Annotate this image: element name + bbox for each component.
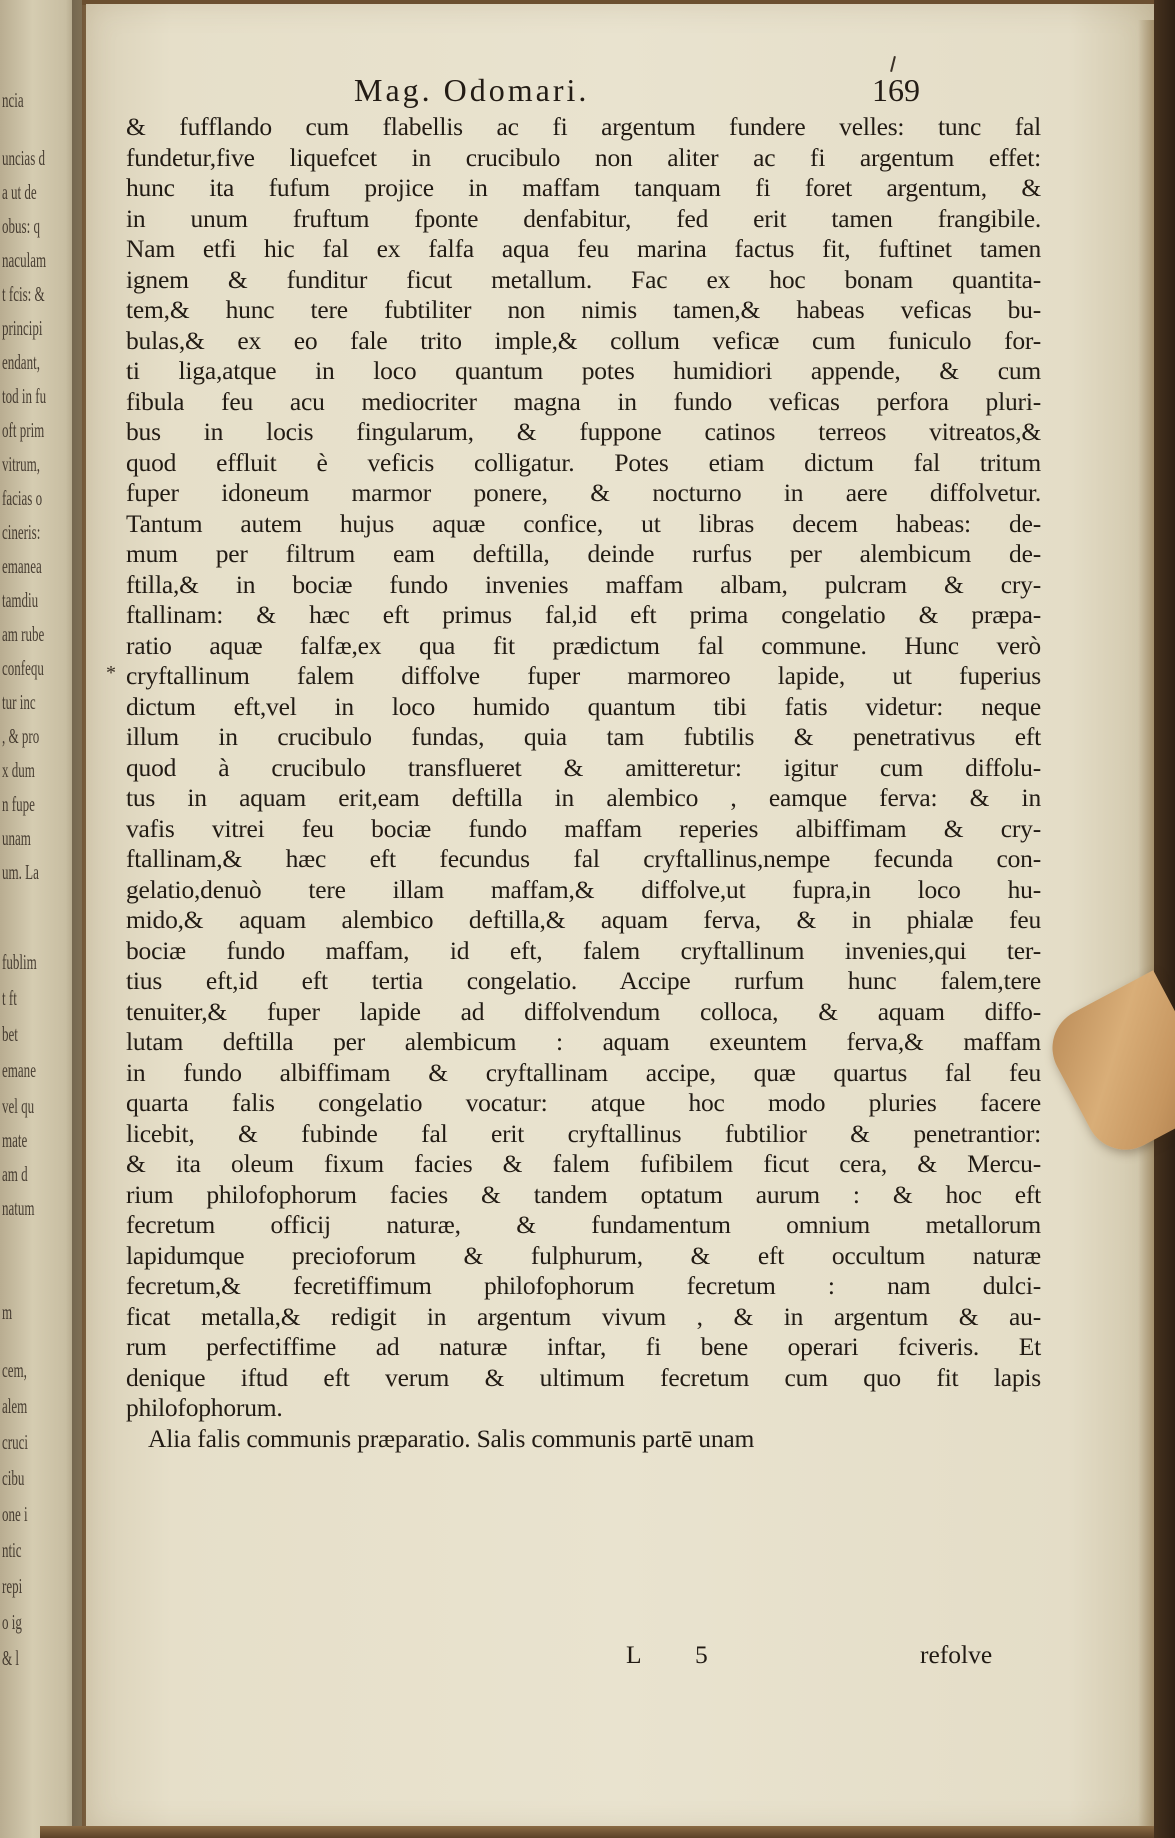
facing-page-fragment: mate — [2, 1128, 28, 1152]
text-line: bulas,& ex eo fale trito imple,& collum veficæ cum funiculo for- — [126, 325, 1041, 355]
text-line: ratio aquæ falfæ,ex qua fit prædictum fal commune. Hunc verò — [126, 630, 1041, 660]
facing-page-fragment: x dum — [2, 758, 35, 782]
text-line: tius eft,id eft tertia congelatio. Accipe rurfum hunc falem,tere — [126, 966, 1041, 995]
text-line: rum perfectiffime ad naturæ inftar, fi bene operari fciveris. Et — [126, 1332, 1041, 1361]
page-footer — [86, 1640, 1154, 1676]
body-text — [126, 112, 1041, 1454]
facing-page-edge — [0, 0, 82, 1838]
facing-page-fragment: natum — [2, 1196, 35, 1220]
facing-page-fragment: a ut de — [2, 180, 37, 204]
text-line: fecretum,& fecretiffimum philofophorum fecretum : nam dulci- — [126, 1271, 1041, 1300]
facing-page-fragment: one i — [2, 1502, 28, 1526]
running-title: Mag. Odomari. — [354, 72, 590, 108]
facing-page-fragment: cruci — [2, 1430, 29, 1454]
text-line: tem,& hunc tere fubtiliter non nimis tamen,& habeas veficas bu- — [126, 295, 1041, 324]
text-line: denique iftud eft verum & ultimum fecretum cum quo fit lapis — [126, 1362, 1041, 1392]
page-fore-edge — [1138, 20, 1154, 1826]
facing-page-fragment: obus: q — [2, 214, 40, 238]
facing-page-fragment: um. La — [2, 860, 39, 884]
facing-page-fragment: repi — [2, 1574, 23, 1598]
text-line: ignem & funditur ficut metallum. Fac ex hoc bonam quantita- — [126, 264, 1041, 294]
facing-page-fragment: vitrum, — [2, 452, 40, 476]
facing-page-fragment: am d — [2, 1162, 28, 1186]
facing-page-fragment: emane — [2, 1058, 36, 1082]
text-line: ftallinam,& hæc eft fecundus fal cryftallinus,nempe fecunda con- — [126, 844, 1041, 873]
facing-page-fragment: t ft — [2, 986, 17, 1010]
text-line: Tantum autem hujus aquæ confice, ut libras decem habeas: de- — [126, 508, 1041, 538]
text-line: fuper idoneum marmor ponere, & nocturno in aere diffolvetur. — [126, 478, 1041, 507]
pen-tick-mark — [890, 56, 896, 72]
signature-mark: L 5 — [626, 1640, 732, 1669]
facing-page-fragment: cineris: — [2, 520, 41, 544]
facing-page-fragment: vel qu — [2, 1094, 35, 1118]
text-line: fundetur,five liquefcet in crucibulo non aliter ac fi argentum effet: — [126, 142, 1041, 172]
text-line: quarta falis congelatio vocatur: atque hoc modo pluries facere — [126, 1088, 1041, 1117]
facing-page-fragment: endant, — [2, 350, 40, 374]
facing-page-fragment: cem, — [2, 1358, 27, 1382]
text-line: fibula feu acu mediocriter magna in fundo veficas perfora pluri- — [126, 386, 1041, 416]
facing-page-fragment: confequ — [2, 656, 44, 680]
facing-page-fragment: alem — [2, 1394, 28, 1418]
catchword: refolve — [920, 1640, 993, 1669]
text-line: & ita oleum fixum facies & falem fufibilem ficut cera, & Mercu- — [126, 1149, 1041, 1178]
text-line: illum in crucibulo fundas, quia tam fubtilis & penetrativus eft — [126, 722, 1041, 751]
text-line: Nam etfi hic fal ex falfa aqua feu marina factus fit, fuftinet tamen — [126, 234, 1041, 263]
margin-asterisk: * — [106, 662, 116, 684]
facing-page-fragment: unam — [2, 826, 31, 850]
text-line: in fundo albiffimam & cryftallinam accipe, quæ quartus fal feu — [126, 1057, 1041, 1087]
text-line: lapidumque precioforum & fulphurum, & eft occultum naturæ — [126, 1240, 1041, 1270]
text-line: licebit, & fubinde fal erit cryftallinus fubtilior & penetrantior: — [126, 1118, 1041, 1148]
text-line: fecretum officij naturæ, & fundamentum omnium metallorum — [126, 1210, 1041, 1239]
facing-page-fragment: emanea — [2, 554, 42, 578]
text-line: ftilla,& in bociæ fundo invenies maffam albam, pulcram & cry- — [126, 569, 1041, 599]
facing-page-fragment: ncia — [2, 88, 24, 112]
facing-page-fragment: fublim — [2, 950, 37, 974]
text-line: ti liga,atque in loco quantum potes humidiori appende, & cum — [126, 356, 1041, 385]
text-line: hunc ita fufum projice in maffam tanquam fi foret argentum, & — [126, 173, 1041, 202]
page-number: 169 — [872, 72, 920, 108]
facing-page-fragment: cibu — [2, 1466, 25, 1490]
page-header — [86, 72, 1154, 116]
text-line: tus in aquam erit,eam deftilla in alembico , eamque ferva: & in — [126, 783, 1041, 812]
text-line: in unum fruftum fponte denfabitur, fed erit tamen frangibile. — [126, 203, 1041, 233]
facing-page-fragment: am rube — [2, 622, 45, 646]
text-line: Alia falis communis præparatio. Salis communis partē unam — [148, 1423, 755, 1453]
text-line: philofophorum. — [126, 1393, 283, 1422]
facing-page-fragment: t fcis: & — [2, 282, 45, 306]
text-line: bociæ fundo maffam, id eft, falem cryftallinum invenies,qui ter- — [126, 935, 1041, 965]
facing-page-fragment: o ig — [2, 1610, 22, 1634]
text-line: gelatio,denuò tere illam maffam,& diffolve,ut fupra,in loco hu- — [126, 874, 1041, 904]
facing-page-fragment: & l — [2, 1646, 20, 1670]
page-bottom-edge — [40, 1826, 1154, 1838]
text-line: dictum eft,vel in loco humido quantum tibi fatis videtur: neque — [126, 691, 1041, 721]
text-line: quod à crucibulo transflueret & amitteretur: igitur cum diffolu- — [126, 752, 1041, 782]
text-line: mum per filtrum eam deftilla, deinde rurfus per alembicum de- — [126, 539, 1041, 568]
text-line: mido,& aquam alembico deftilla,& aquam ferva, & in phialæ feu — [126, 905, 1041, 934]
facing-page-fragment: principi — [2, 316, 43, 340]
text-line: & fufflando cum flabellis ac fi argentum fundere velles: tunc fal — [126, 112, 1041, 141]
text-line: vafis vitrei feu bociæ fundo maffam reperies albiffimam & cry- — [126, 813, 1041, 843]
facing-page-fragment: n fupe — [2, 792, 35, 816]
text-line: tenuiter,& fuper lapide ad diffolvendum colloca, & aquam diffo- — [126, 996, 1041, 1026]
text-line: rium philofophorum facies & tandem optatum aurum : & hoc eft — [126, 1179, 1041, 1209]
facing-page-fragment: uncias d — [2, 146, 46, 170]
facing-page-fragment: tamdiu — [2, 588, 39, 612]
text-line: cryftallinum falem diffolve fuper marmoreo lapide, ut fuperius — [126, 661, 1041, 690]
text-line: bus in locis fingularum, & fuppone catinos terreos vitreatos,& — [126, 417, 1041, 446]
text-line: ficat metalla,& redigit in argentum vivum , & in argentum & au- — [126, 1301, 1041, 1331]
facing-page-fragment: tur inc — [2, 690, 36, 714]
text-line: quod effluit è veficis colligatur. Potes etiam dictum fal tritum — [126, 447, 1041, 477]
facing-page-fragment: ntic — [2, 1538, 22, 1562]
facing-page-fragment: oft prim — [2, 418, 45, 442]
facing-page-fragment: , & pro — [2, 724, 40, 748]
facing-page-fragment: m — [2, 1300, 13, 1324]
book-page — [86, 4, 1154, 1830]
text-line: ftallinam: & hæc eft primus fal,id eft prima congelatio & præpa- — [126, 600, 1041, 629]
facing-page-fragment: facias o — [2, 486, 43, 510]
facing-page-fragment: naculam — [2, 248, 47, 272]
text-line: lutam deftilla per alembicum : aquam exeuntem ferva,& maffam — [126, 1027, 1041, 1056]
facing-page-fragment: tod in fu — [2, 384, 47, 408]
facing-page-fragment: bet — [2, 1022, 18, 1046]
